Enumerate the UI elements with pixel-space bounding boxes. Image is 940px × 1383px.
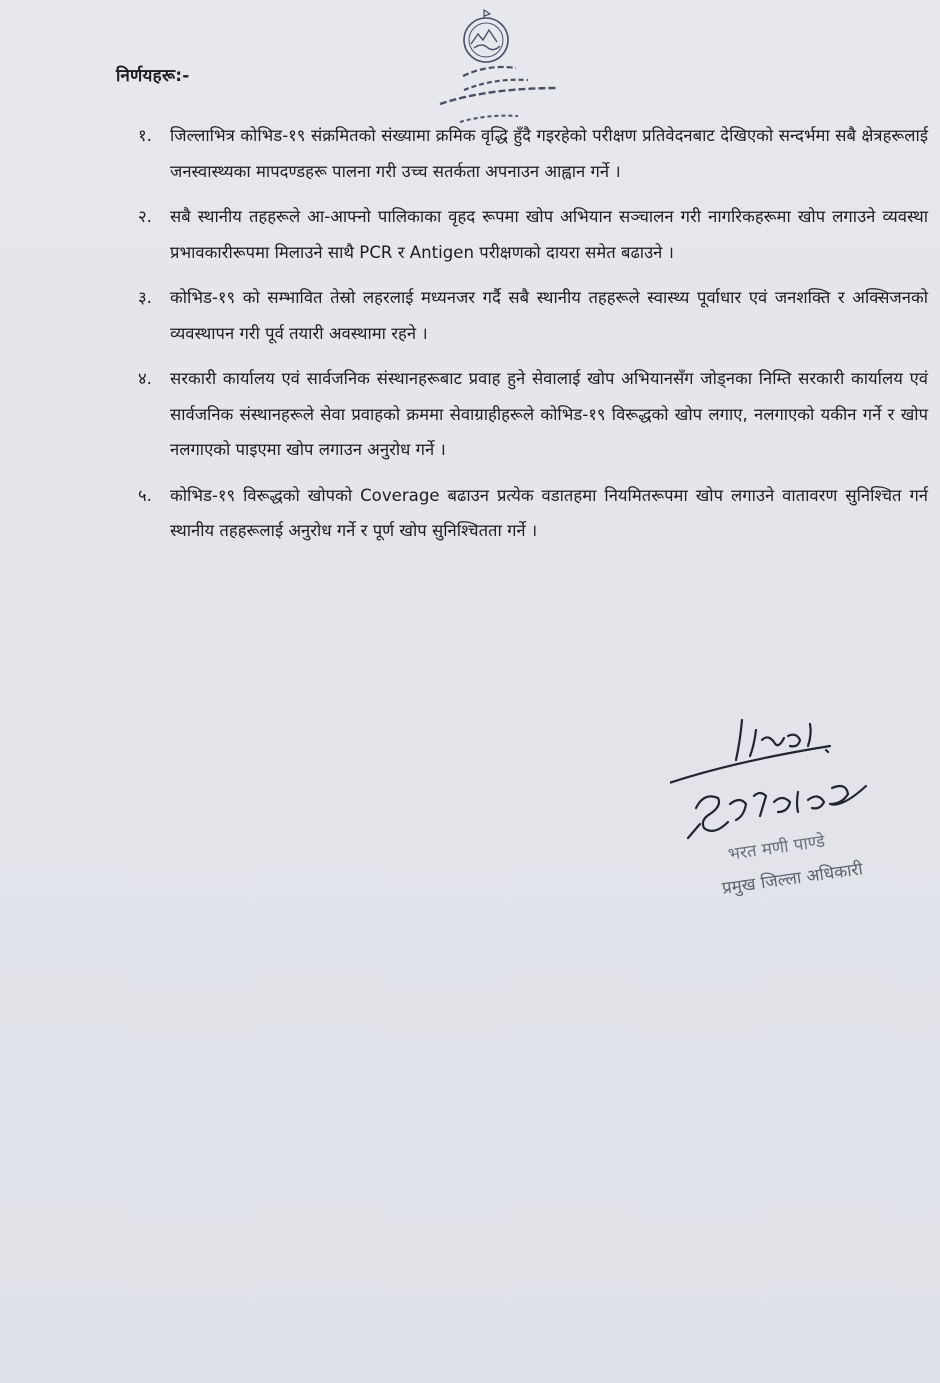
decision-text: कोभिड-१९ विरूद्धको खोपको Coverage बढाउन प्रत्येक वडातहमा नियमितरूपमा खोप लगाउने वातावरण सुनिश्चित गर्न स्थानीय तहहरूलाई अनुरोध गर्ने र पूर्ण खोप सुनिश्चितता गर्ने । bbox=[170, 485, 928, 540]
decision-item-5 bbox=[138, 478, 928, 549]
decision-item-2 bbox=[138, 199, 928, 270]
signatory-name: भरत मणी पाण्डे bbox=[726, 831, 827, 865]
decision-item-4 bbox=[138, 361, 928, 468]
government-seal-stamp bbox=[418, 6, 578, 136]
decision-number: ३. bbox=[138, 288, 152, 307]
decision-text: सबै स्थानीय तहहरूले आ-आफ्नो पालिकाका वृहद रूपमा खोप अभियान सञ्चालन गरी नागरिकहरूमा खोप लगाउने व्यवस्था प्रभावकारीरूपमा मिलाउने साथै PCR र Antigen परीक्षणको दायरा समेत बढाउने । bbox=[170, 207, 928, 262]
decision-number: २. bbox=[138, 207, 152, 226]
decision-item-3 bbox=[138, 280, 928, 351]
decision-text: जिल्लाभित्र कोभिड-१९ संक्रमितको संख्यामा क्रमिक वृद्धि हुँदै गइरहेको परीक्षण प्रतिवेदनबाट देखिएको सन्दर्भमा सबै क्षेत्रहरूलाई जनस्वास्थ्यका मापदण्डहरू पालना गरी उच्च सतर्कता अपनाउन आह्वान गर्ने । bbox=[170, 126, 928, 181]
decision-text: सरकारी कार्यालय एवं सार्वजनिक संस्थानहरूबाट प्रवाह हुने सेवालाई खोप अभियानसँग जोड्नका निम्ति सरकारी कार्यालय एवं सार्वजनिक संस्थानहरूले सेवा प्रवाहको क्रममा सेवाग्राहीहरूले कोभिड-१९ विरूद्धको खोप लगाए, नलगाएको यकीन गर्ने र खोप नलगाएको पाइएमा खोप लगाउन अनुरोध गर्ने । bbox=[170, 369, 928, 459]
decision-number: ४. bbox=[138, 369, 152, 388]
signatory-title: प्रमुख जिल्ला अधिकारी bbox=[720, 859, 865, 899]
decision-text: कोभिड-१९ को सम्भावित तेस्रो लहरलाई मध्यनजर गर्दै सबै स्थानीय तहहरूले स्वास्थ्य पूर्वाधार एवं जनशक्ति र अक्सिजनको व्यवस्थापन गरी पूर्व तयारी अवस्थामा रहने । bbox=[170, 288, 928, 343]
decisions-list bbox=[138, 118, 928, 559]
handwritten-signature bbox=[670, 712, 910, 932]
decisions-heading: निर्णयहरू:- bbox=[116, 66, 190, 86]
decision-number: ५. bbox=[138, 485, 152, 505]
decision-number: १. bbox=[138, 126, 152, 145]
decision-item-1 bbox=[138, 118, 928, 189]
